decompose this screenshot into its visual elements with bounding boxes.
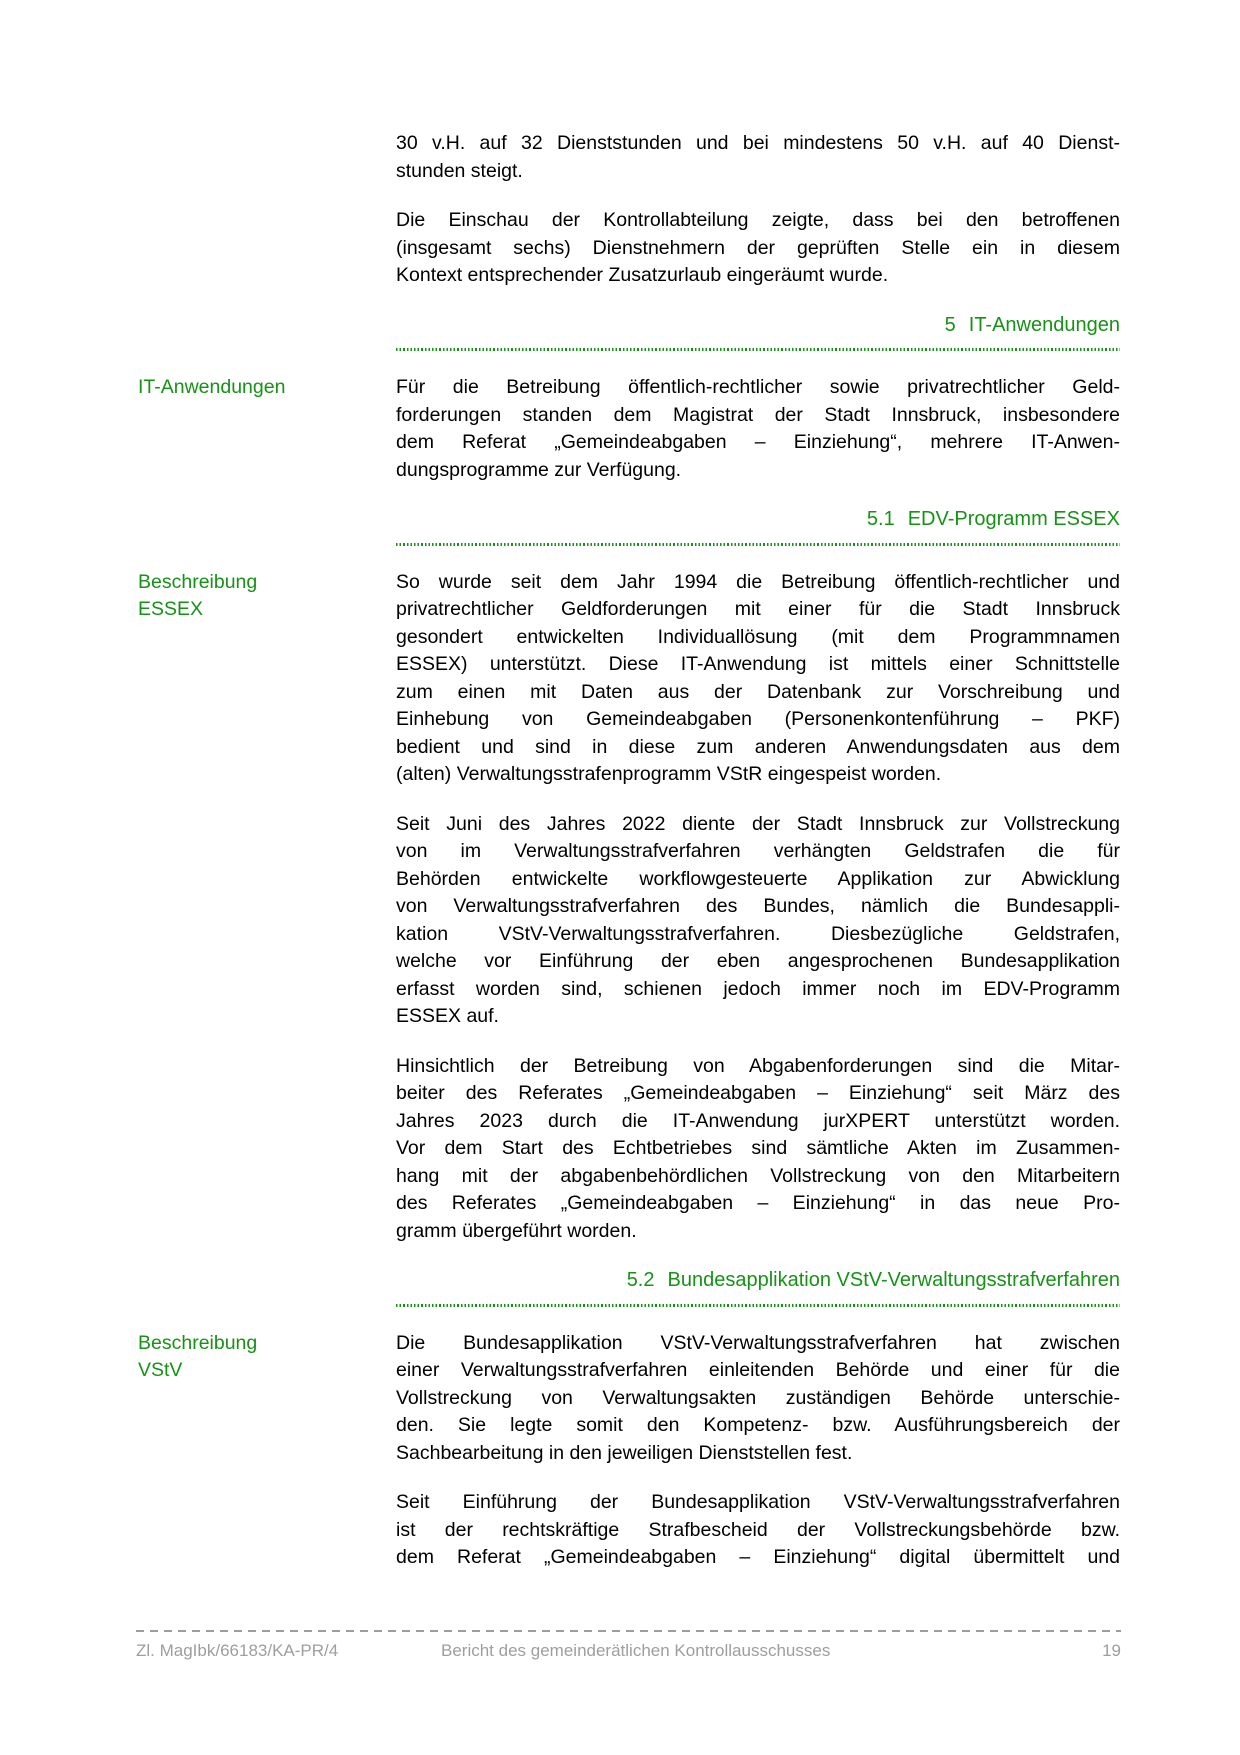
heading-dotted-rule (396, 348, 1120, 351)
paragraph-line: erfasst worden sind, schienen jedoch immer noch im EDV-Programm (396, 977, 1120, 1000)
paragraph-line: einer Verwaltungsstrafverfahren einleitenden Behörde und einer für die (396, 1359, 1120, 1381)
paragraph-line: gramm übergeführt worden. (396, 1219, 637, 1242)
heading-dotted-rule (396, 543, 1120, 546)
paragraph-line: kation VStV-Verwaltungsstrafverfahren. Diesbezügliche Geldstrafen, (396, 922, 1120, 945)
paragraph-line: Sachbearbeitung in den jeweiligen Dienststellen fest. (396, 1441, 853, 1464)
section-heading (396, 312, 1120, 352)
section-paragraph (138, 374, 1120, 484)
paragraph-line: dem Referat „Gemeindeabgaben – Einziehung“ digital übermittelt und (396, 1546, 1120, 1568)
paragraph-line: Vollstreckung von Verwaltungsakten zuständigen Behörde unterschie- (396, 1386, 1120, 1409)
section-paragraph (138, 1330, 1120, 1468)
paragraph-line: hang mit der abgabenbehördlichen Vollstreckung von den Mitarbeitern (396, 1164, 1120, 1187)
paragraph-line: des Referates „Gemeindeabgaben – Einziehung“ in das neue Pro- (396, 1192, 1120, 1214)
section-paragraph (396, 130, 1120, 185)
paragraph-line: stunden steigt. (396, 159, 523, 182)
paragraph-line: ESSEX auf. (396, 1005, 499, 1027)
paragraph-line: Die Bundesapplikation VStV-Verwaltungsstrafverfahren hat zwischen (396, 1331, 1120, 1354)
document-body (138, 130, 1120, 1594)
paragraph-line: ESSEX) unterstützt. Diese IT-Anwendung ist mittels einer Schnittstelle (396, 653, 1120, 675)
section-paragraph (396, 811, 1120, 1031)
section-heading-title: Bundesapplikation VStV-Verwaltungsstrafverfahren (667, 1269, 1120, 1291)
section-heading-text (396, 506, 1120, 534)
section-heading (396, 1267, 1120, 1307)
paragraph-line: Hinsichtlich der Betreibung von Abgabenforderungen sind die Mitar- (396, 1054, 1120, 1077)
heading-dotted-rule (396, 1304, 1120, 1307)
paragraph-line: privatrechtlicher Geldforderungen mit einer für die Stadt Innsbruck (396, 598, 1120, 620)
section-paragraph (396, 1053, 1120, 1246)
section-heading-number: 5 (944, 313, 956, 336)
paragraph-line: bedient und sind in diese zum anderen Anwendungsdaten aus dem (396, 735, 1120, 758)
margin-label (138, 1330, 368, 1385)
paragraph-line: welche vor Einführung der eben angesprochenen Bundesapplikation (396, 950, 1120, 972)
paragraph-line: forderungen standen dem Magistrat der Stadt Innsbruck, insbesondere (396, 403, 1120, 426)
section-heading-title: IT-Anwendungen (968, 313, 1120, 336)
margin-label (138, 374, 368, 402)
paragraph-line: den. Sie legte somit den Kompetenz- bzw. Ausführungsbereich der (396, 1414, 1120, 1436)
paragraph-line: Einhebung von Gemeindeabgaben (Personenkontenführung – PKF) (396, 708, 1120, 730)
footer-report-title: Bericht des gemeinderätlichen Kontrollausschusses (441, 1641, 831, 1660)
paragraph-line: Behörden entwickelte workflowgesteuerte Applikation zur Abwicklung (396, 867, 1120, 890)
footer-row (136, 1641, 1121, 1663)
paragraph-line: ist der rechtskräftige Strafbescheid der Vollstreckungsbehörde bzw. (396, 1518, 1120, 1541)
paragraph-line: Jahres 2023 durch die IT-Anwendung jurXPERT unterstützt worden. (396, 1109, 1120, 1132)
section-heading-number: 5.2 (626, 1269, 655, 1291)
paragraph-line: Kontext entsprechender Zusatzurlaub eingeräumt wurde. (396, 264, 889, 286)
paragraph-line: von Verwaltungsstrafverfahren des Bundes, nämlich die Bundesappli- (396, 895, 1120, 917)
paragraph-line: Seit Einführung der Bundesapplikation VStV-Verwaltungsstrafverfahren (396, 1491, 1120, 1513)
paragraph-line: von im Verwaltungsstrafverfahren verhängten Geldstrafen die für (396, 840, 1120, 862)
section-heading-number: 5.1 (866, 508, 895, 530)
section-paragraph (396, 207, 1120, 290)
paragraph-line: dem Referat „Gemeindeabgaben – Einziehung“, mehrere IT-Anwen- (396, 431, 1120, 453)
paragraph-line: Die Einschau der Kontrollabteilung zeigte, dass bei den betroffenen (396, 209, 1120, 231)
margin-label-line: VStV (138, 1359, 183, 1381)
section-heading (396, 506, 1120, 546)
paragraph-line: 30 v.H. auf 32 Dienststunden und bei mindestens 50 v.H. auf 40 Dienst- (396, 132, 1120, 154)
section-heading-title: EDV-Programm ESSEX (907, 508, 1120, 530)
footer-dashed-rule (136, 1630, 1121, 1632)
paragraph-line: Für die Betreibung öffentlich-rechtlicher sowie privatrechtlicher Geld- (396, 376, 1120, 398)
footer-page-number: 19 (1102, 1641, 1121, 1660)
section-heading-text (396, 1267, 1120, 1295)
paragraph-line: dungsprogramme zur Verfügung. (396, 458, 682, 481)
section-heading-text (396, 312, 1120, 340)
paragraph-line: gesondert entwickelten Individuallösung (mit dem Programmnamen (396, 625, 1120, 648)
margin-label-line: Beschreibung (138, 1331, 258, 1354)
section-paragraph (396, 1489, 1120, 1572)
paragraph-line: Vor dem Start des Echtbetriebes sind sämtliche Akten im Zusammen- (396, 1137, 1120, 1159)
paragraph-line: beiter des Referates „Gemeindeabgaben – Einziehung“ seit März des (396, 1082, 1120, 1104)
paragraph-line: Seit Juni des Jahres 2022 diente der Stadt Innsbruck zur Vollstreckung (396, 812, 1120, 835)
paragraph-line: zum einen mit Daten aus der Datenbank zur Vorschreibung und (396, 680, 1120, 703)
paragraph-line: So wurde seit dem Jahr 1994 die Betreibung öffentlich-rechtlicher und (396, 570, 1120, 593)
section-paragraph (138, 569, 1120, 789)
margin-label-line: ESSEX (138, 598, 204, 620)
margin-label-line: IT-Anwendungen (138, 376, 286, 398)
paragraph-line: (alten) Verwaltungsstrafenprogramm VStR eingespeist worden. (396, 763, 942, 785)
page-footer (136, 1630, 1121, 1663)
margin-label-line: Beschreibung (138, 570, 258, 593)
paragraph-line: (insgesamt sechs) Dienstnehmern der geprüften Stelle ein in diesem (396, 236, 1120, 259)
footer-reference: Zl. MagIbk/66183/KA-PR/4 (136, 1641, 339, 1660)
margin-label (138, 569, 368, 624)
